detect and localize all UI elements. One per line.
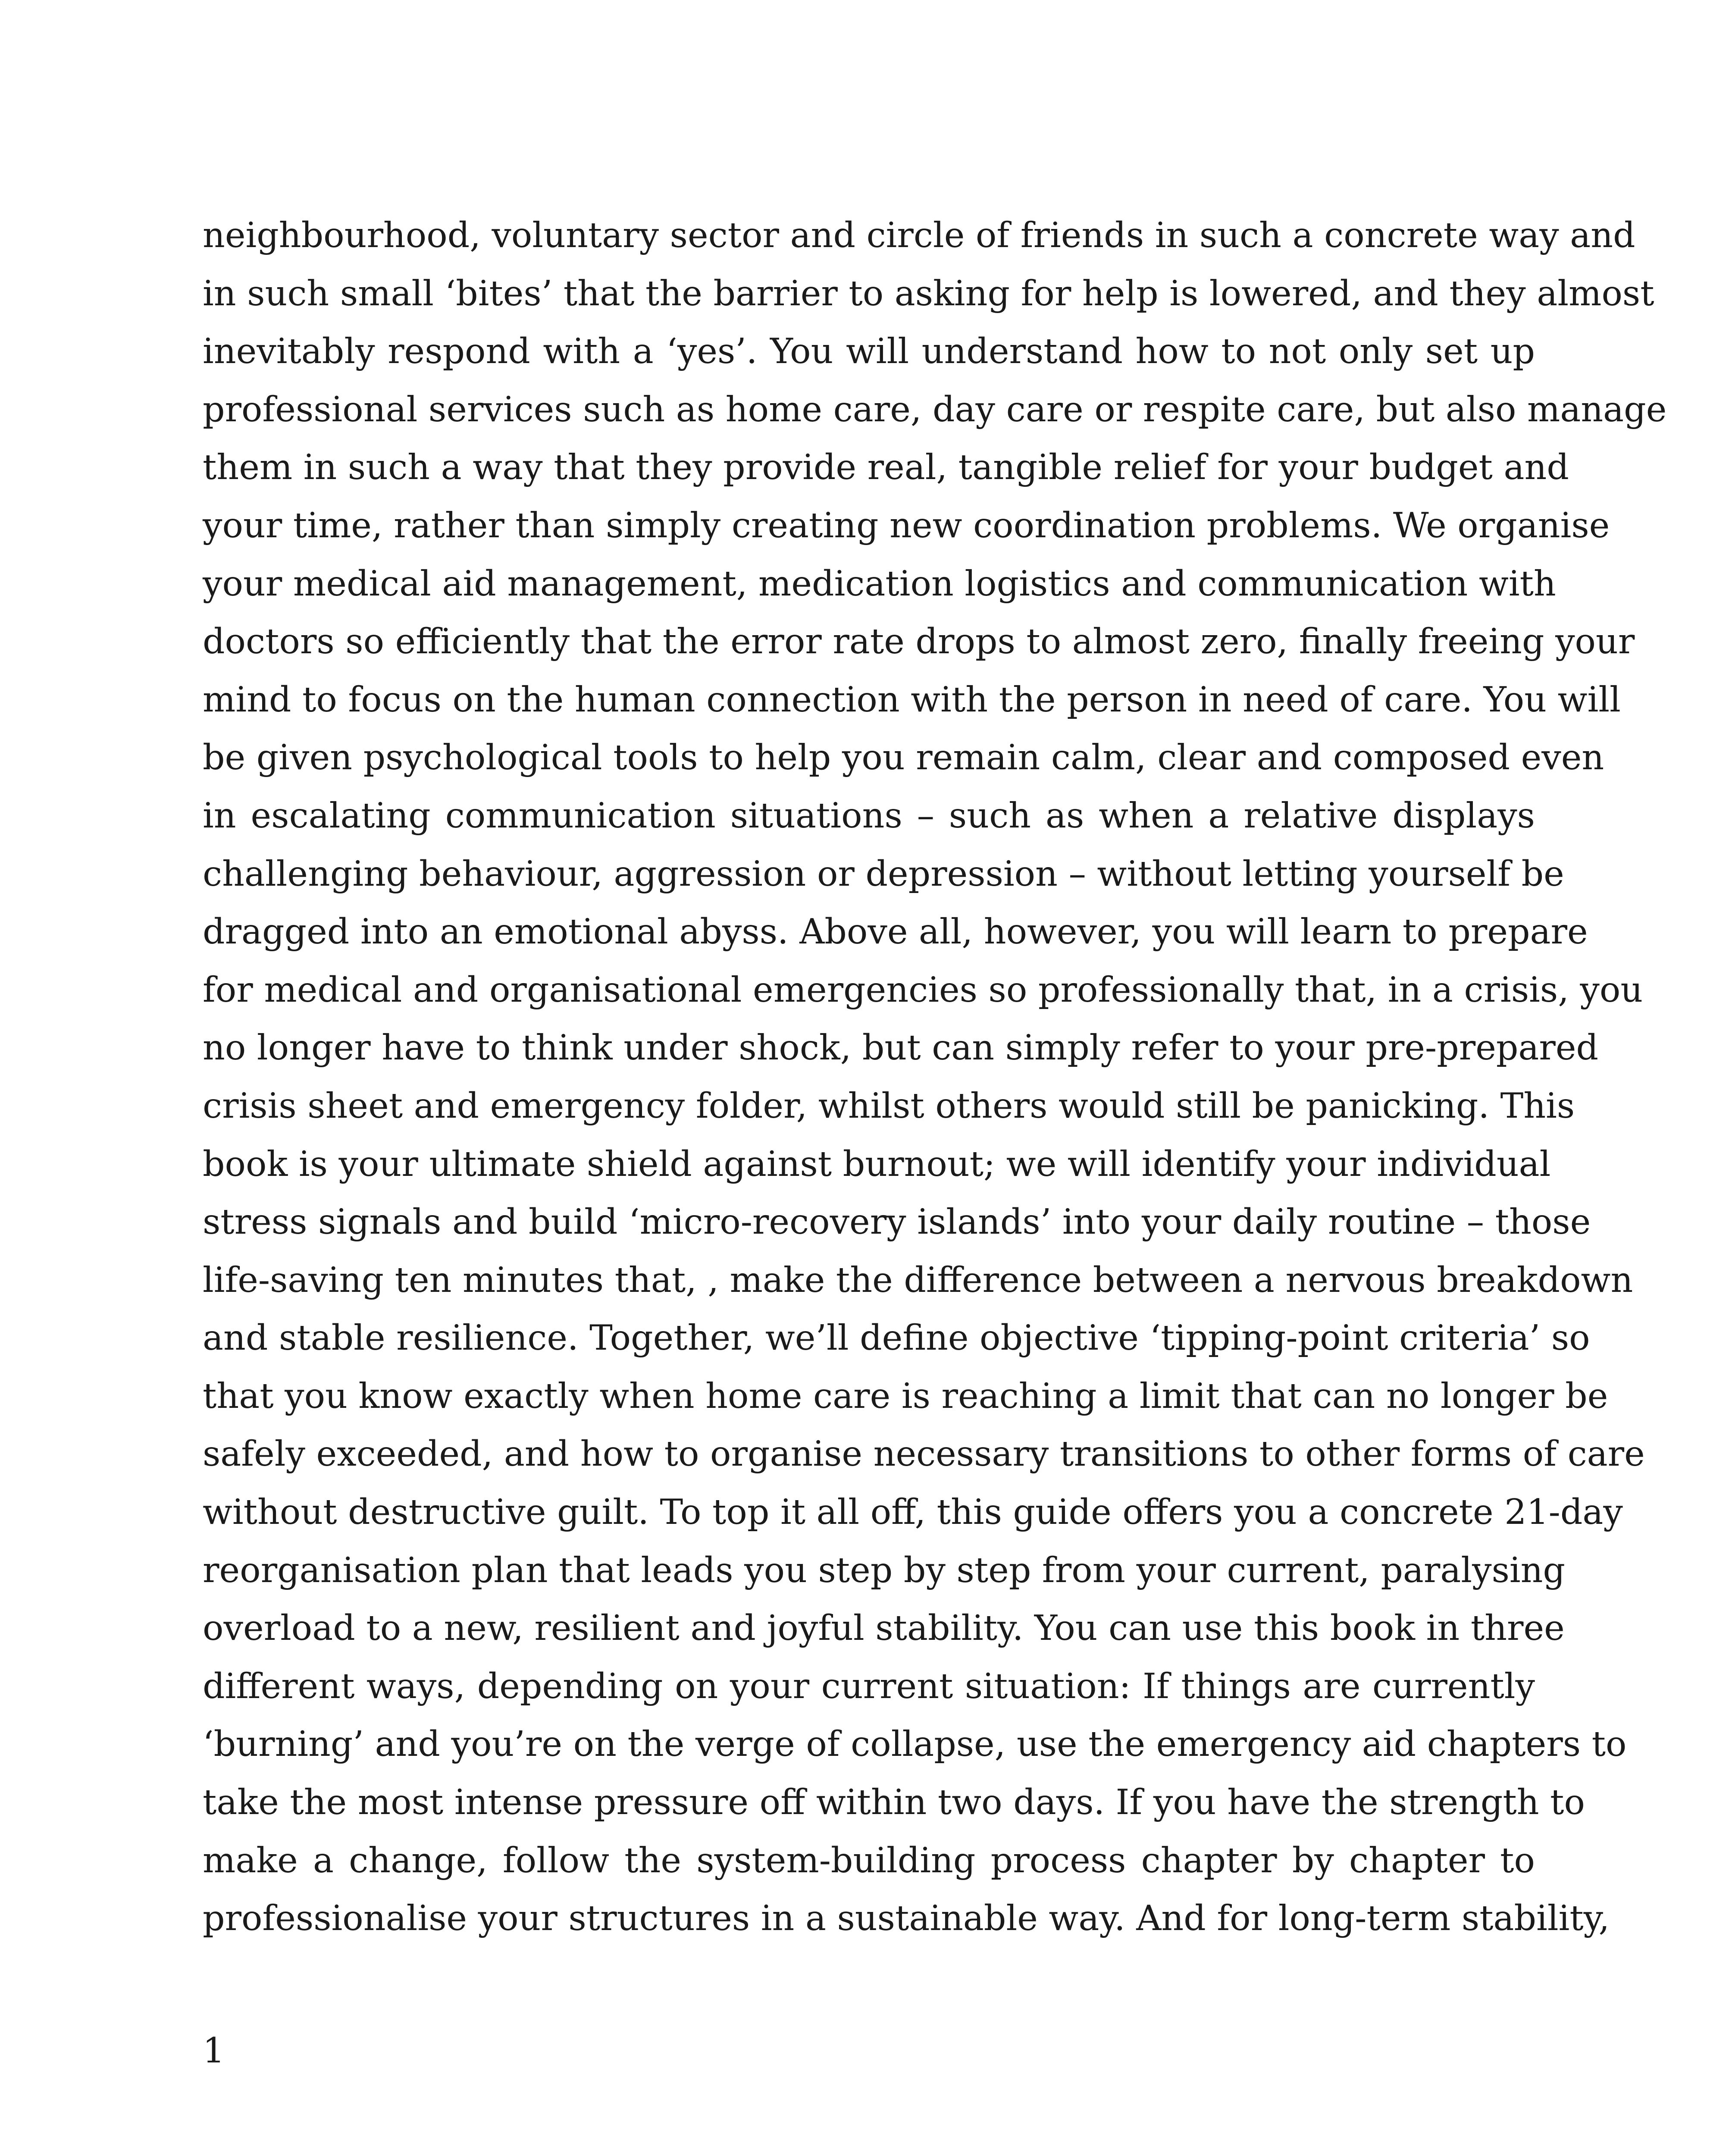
text-line: stress signals and build ‘micro-recovery islands’ into your daily routine – those (203, 1201, 1591, 1242)
text-line: challenging behaviour, aggression or depression – without letting yourself be (203, 853, 1564, 894)
text-line: and stable resilience. Together, we’ll define objective ‘tipping-point criteria’ so (203, 1317, 1590, 1358)
text-line: your time, rather than simply creating new coordination problems. We organise (203, 505, 1610, 545)
body-text (203, 206, 1667, 1947)
text-line: neighbourhood, voluntary sector and circle of friends in such a concrete way and (203, 215, 1635, 255)
text-line: crisis sheet and emergency folder, whilst others would still be panicking. This (203, 1085, 1575, 1126)
text-line: mind to focus on the human connection with the person in need of care. You will (203, 679, 1621, 720)
text-line: for medical and organisational emergencies so professionally that, in a crisis, you (203, 969, 1643, 1010)
text-line: in such small ‘bites’ that the barrier to asking for help is lowered, and they almost (203, 273, 1654, 313)
text-line: professional services such as home care, day care or respite care, but also manage (203, 389, 1667, 429)
page-number: 1 (203, 2030, 225, 2071)
text-line: book is your ultimate shield against burnout; we will identify your individual (203, 1143, 1551, 1184)
text-line: in escalating communication situations – such as when a relative displays (203, 795, 1535, 836)
text-line: no longer have to think under shock, but can simply refer to your pre-prepared (203, 1027, 1599, 1068)
text-line: make a change, follow the system-building process chapter by chapter to (203, 1839, 1535, 1880)
text-line: professionalise your structures in a sustainable way. And for long-term stability, (203, 1898, 1610, 1939)
text-line: dragged into an emotional abyss. Above all, however, you will learn to prepare (203, 911, 1588, 952)
text-line: overload to a new, resilient and joyful stability. You can use this book in three (203, 1608, 1565, 1648)
text-line: doctors so efficiently that the error rate drops to almost zero, finally freeing your (203, 621, 1635, 662)
text-line: your medical aid management, medication logistics and communication with (203, 563, 1556, 604)
text-line: ‘burning’ and you’re on the verge of collapse, use the emergency aid chapters to (203, 1724, 1627, 1764)
text-line: inevitably respond with a ‘yes’. You will understand how to not only set up (203, 331, 1535, 372)
text-line: reorganisation plan that leads you step by step from your current, paralysing (203, 1549, 1566, 1590)
text-line: that you know exactly when home care is reaching a limit that can no longer be (203, 1375, 1608, 1416)
text-line: safely exceeded, and how to organise necessary transitions to other forms of care (203, 1433, 1645, 1474)
text-line: them in such a way that they provide real, tangible relief for your budget and (203, 447, 1569, 488)
text-line: be given psychological tools to help you remain calm, clear and composed even (203, 737, 1604, 778)
text-line: different ways, depending on your current situation: If things are currently (203, 1665, 1535, 1706)
text-line: life-saving ten minutes that, , make the difference between a nervous breakdown (203, 1259, 1633, 1300)
text-line: take the most intense pressure off within two days. If you have the strength to (203, 1782, 1585, 1823)
text-line: without destructive guilt. To top it all off, this guide offers you a concrete 21-day (203, 1492, 1623, 1532)
